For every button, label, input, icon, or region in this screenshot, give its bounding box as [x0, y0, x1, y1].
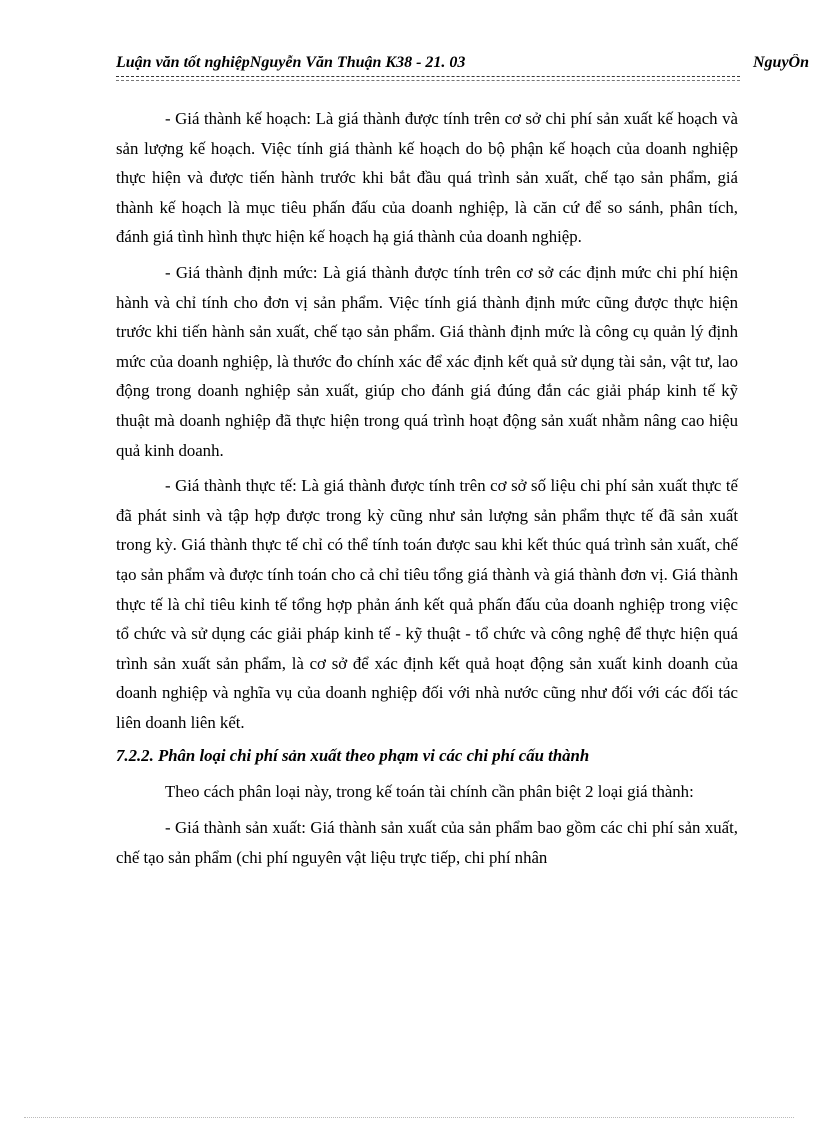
- paragraph-standard-cost: - Giá thành định mức: Là giá thành được tính trên cơ sở các định mức chi phí hiện hành và chỉ tính cho đơn vị sản phẩm. Việc tính giá thành định mức cũng được thực hiện trước khi tiến hành sản xuất, chế tạo sản phẩm. Giá thành định mức là công cụ quản lý định mức của doanh nghiệp, là thước đo chính xác để xác định kết quả sử dụng tài sản, vật tư, lao động trong doanh nghiệp sản xuất, giúp cho đánh giá đúng đắn các giải pháp kinh tế kỹ thuật mà doanh nghiệp đã thực hiện trong quá trình hoạt động sản xuất nhằm nâng cao hiệu quả kinh doanh.: [116, 262, 738, 460]
- header-divider: [116, 76, 740, 81]
- paragraph-production-cost: - Giá thành sản xuất: Giá thành sản xuất của sản phẩm bao gồm các chi phí sản xuất, chế tạo sản phẩm (chi phí nguyên vật liệu trực tiếp, chi phí nhân: [116, 818, 738, 867]
- paragraph-actual-cost: - Giá thành thực tế: Là giá thành được tính trên cơ sở số liệu chi phí sản xuất thực tế đã phát sinh và tập hợp được trong kỳ cũng như sản lượng sản phẩm thực tế đã sản xuất trong kỳ. Giá thành thực tế chỉ có thể tính toán được sau khi kết thúc quá trình sản xuất, chế tạo sản phẩm và được tính toán cho cả chỉ tiêu tổng giá thành và giá thành đơn vị. Giá thành thực tế là chỉ tiêu kinh tế tổng hợp phản ánh kết quả phấn đấu của doanh nghiệp trong việc tổ chức và sử dụng các giải pháp kinh tế - kỹ thuật - tổ chức và công nghệ để thực hiện quá trình sản xuất sản phẩm, là cơ sở để xác định kết quả hoạt động sản xuất kinh doanh của doanh nghiệp và nghĩa vụ của doanh nghiệp đối với nhà nước cũng như đối với các đối tác liên doanh liên kết.: [116, 476, 738, 732]
- paragraph-classification: Theo cách phân loại này, trong kế toán tài chính cần phân biệt 2 loại giá thành:: [165, 782, 694, 802]
- header-title: Luận văn tốt nghiệpNguyễn Văn Thuận K38 - 21. 03: [116, 54, 466, 71]
- section-heading: 7.2.2. Phân loại chi phí sản xuất theo phạm vi các chi phí cấu thành: [116, 746, 590, 766]
- paragraph-planned-cost: - Giá thành kế hoạch: Là giá thành được tính trên cơ sở chi phí sản xuất kế hoạch và sản lượng kế hoạch. Việc tính giá thành kế hoạch do bộ phận kế hoạch của doanh nghiệp thực hiện và được tiến hành trước khi bắt đầu quá trình sản xuất, chế tạo sản phẩm, giá thành kế hoạch là mục tiêu phấn đấu của doanh nghiệp, là căn cứ để so sánh, phân tích, đánh giá tình hình thực hiện kế hoạch hạ giá thành của doanh nghiệp.: [116, 109, 738, 247]
- document-body: [116, 104, 738, 878]
- header-author: NguyÔn: [753, 54, 810, 71]
- footer-divider: [24, 1117, 794, 1118]
